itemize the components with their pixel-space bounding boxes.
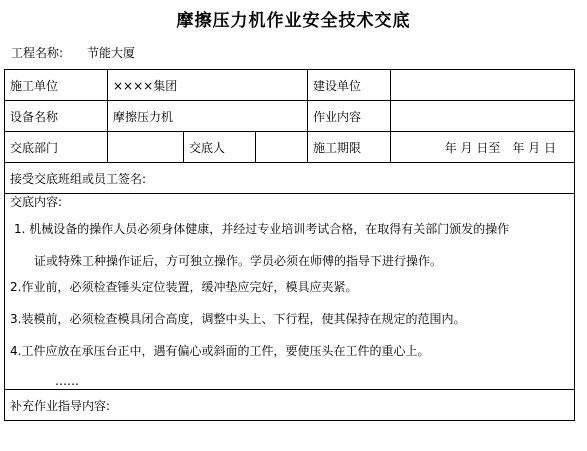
equipment-value[interactable]: 摩擦压力机 xyxy=(108,101,308,132)
content-item-2: 2.作业前，必须检查锤头定位装置，缓冲垫应完好，模具应夹紧。 xyxy=(10,280,358,294)
content-ellipsis: …… xyxy=(55,374,79,388)
document-title: 摩擦压力机作业安全技术交底 xyxy=(176,11,411,31)
content-item-1 xyxy=(10,213,569,277)
period-label: 施工期限 xyxy=(308,132,391,163)
signature-label[interactable]: 接受交底班组或员工签名: xyxy=(5,163,575,194)
construction-unit-label: 施工单位 xyxy=(5,70,108,101)
content-label: 交底内容: xyxy=(10,195,63,209)
work-content-label: 作业内容 xyxy=(308,101,391,132)
construction-unit-value[interactable]: ××××集团 xyxy=(108,70,308,101)
form-row-units xyxy=(5,70,575,101)
project-name: 节能大厦 xyxy=(87,46,136,60)
form-row-equipment xyxy=(5,101,575,132)
content-item-1-line-1: 1. 机械设备的操作人员必须身体健康，并经过专业培训考试合格，在取得有关部门颁发的操作 xyxy=(14,222,510,236)
content-cell xyxy=(5,194,575,390)
dept-value[interactable] xyxy=(108,132,184,163)
person-label: 交底人 xyxy=(184,132,256,163)
project-label: 工程名称: xyxy=(11,46,64,60)
dept-label: 交底部门 xyxy=(5,132,108,163)
project-line xyxy=(11,44,135,61)
form-row-dept xyxy=(5,132,575,163)
content-item-3: 3.装模前，必须检查模具闭合高度，调整中头上、下行程，使其保持在规定的范围内。 xyxy=(10,312,466,326)
build-unit-value[interactable] xyxy=(391,70,575,101)
build-unit-label: 建设单位 xyxy=(308,70,391,101)
form-row-content xyxy=(5,194,575,390)
content-item-1-line-2: 证或特殊工种操作证后，方可独立操作。学员必须在师傅的指导下进行操作。 xyxy=(34,254,443,268)
supplement-label[interactable]: 补充作业指导内容: xyxy=(5,390,575,421)
form-row-supplement xyxy=(5,390,575,421)
disclosure-form-table xyxy=(4,69,575,421)
equipment-label: 设备名称 xyxy=(5,101,108,132)
work-content-value[interactable] xyxy=(391,101,575,132)
person-value[interactable] xyxy=(256,132,308,163)
form-row-signature xyxy=(5,163,575,194)
content-item-4: 4.工件应放在承压台正中，遇有偏心或斜面的工件，要使压头在工件的重心上。 xyxy=(10,344,430,358)
period-value[interactable]: 年 月 日至 年 月 日 xyxy=(391,132,575,163)
